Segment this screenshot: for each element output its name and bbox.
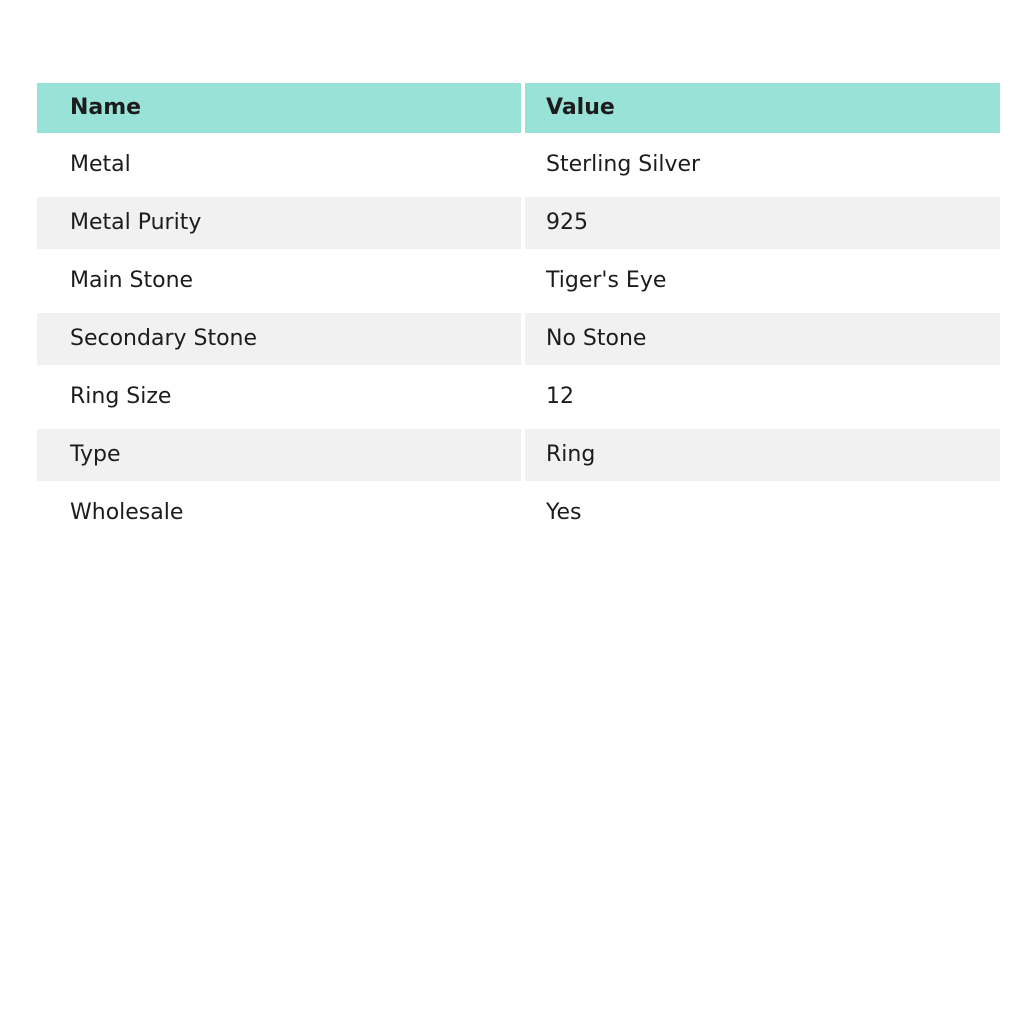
attribute-value-cell: 925 <box>525 197 1000 255</box>
attribute-value-cell: Ring <box>525 429 1000 487</box>
attribute-value-cell: Yes <box>525 487 1000 545</box>
table-row <box>37 313 1000 371</box>
attribute-name-cell: Wholesale <box>37 487 525 545</box>
product-attributes-table-container <box>37 83 1000 545</box>
product-attributes-table <box>37 83 1000 545</box>
table-row <box>37 429 1000 487</box>
table-body <box>37 139 1000 545</box>
header-cell-name: Name <box>37 83 525 139</box>
attribute-name-cell: Ring Size <box>37 371 525 429</box>
attribute-name-cell: Metal Purity <box>37 197 525 255</box>
attribute-value-cell: Sterling Silver <box>525 139 1000 197</box>
table-row <box>37 487 1000 545</box>
attribute-name-cell: Main Stone <box>37 255 525 313</box>
table-header <box>37 83 1000 139</box>
attribute-name-cell: Type <box>37 429 525 487</box>
table-row <box>37 255 1000 313</box>
attribute-value-cell: Tiger's Eye <box>525 255 1000 313</box>
table-row <box>37 197 1000 255</box>
table-row <box>37 139 1000 197</box>
header-row <box>37 83 1000 139</box>
attribute-name-cell: Secondary Stone <box>37 313 525 371</box>
attribute-value-cell: No Stone <box>525 313 1000 371</box>
header-cell-value: Value <box>525 83 1000 139</box>
attribute-value-cell: 12 <box>525 371 1000 429</box>
attribute-name-cell: Metal <box>37 139 525 197</box>
table-row <box>37 371 1000 429</box>
